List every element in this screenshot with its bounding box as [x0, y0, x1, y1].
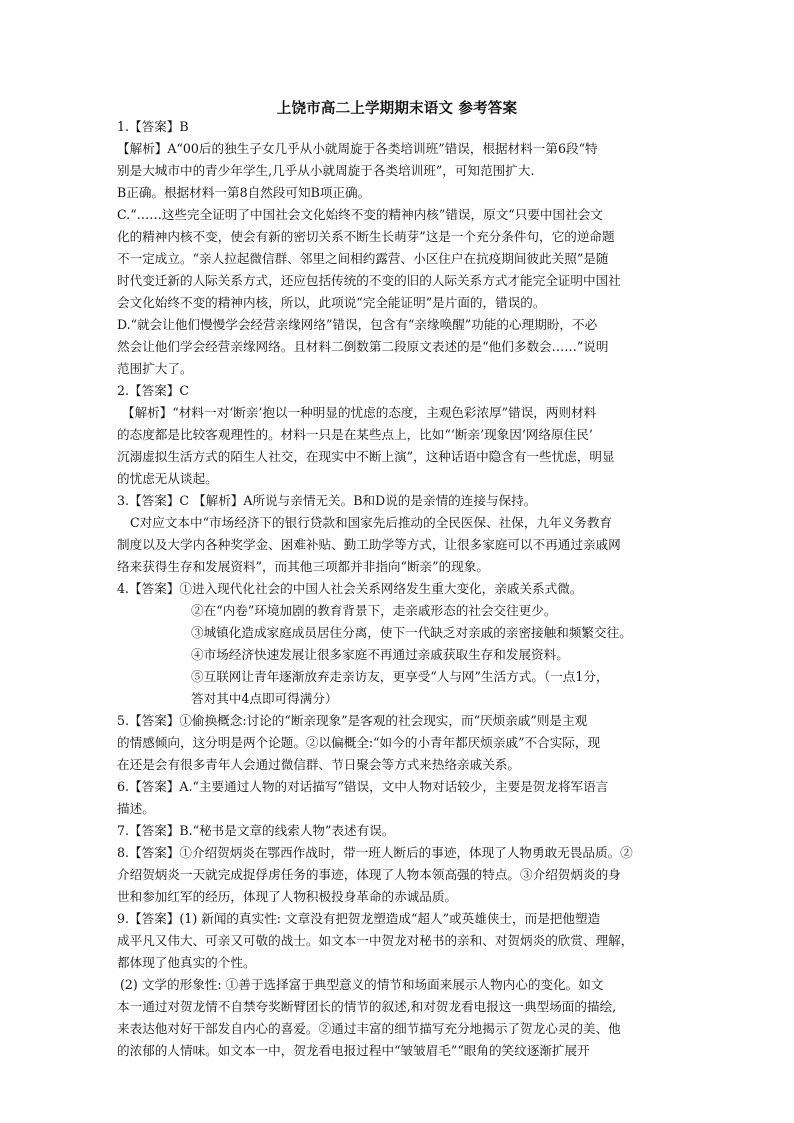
answer-line: 制度以及大学内各种奖学金、困难补贴、勤工助学等方式，让很多家庭可以不再通过亲戚网 — [117, 537, 621, 552]
answer-line: C.“……这些完全证明了中国社会文化始终不变的精神内核”错误，原文“只要中国社会文 — [117, 207, 603, 222]
answer-line: D.“就会让他们慢慢学会经营亲缘网络”错误，包含有“亲缘唤醒”功能的心理期盼，不必 — [117, 317, 598, 332]
answer-line: 的情感倾向，这分明是两个论题。②以偏概全:“如今的小青年都厌烦亲戚”不合实际，现 — [117, 735, 601, 750]
answer-line: 本一通过对贺龙情不自禁夸奖断臂团长的情节的叙述,和对贺龙看电报这一典型场面的描绘, — [117, 999, 617, 1014]
answer-line: 3.【答案】C 【解析】A所说与亲情无关。B和D说的是亲情的连接与保持。 — [117, 493, 537, 508]
answer-line: 成平凡又伟大、可亲又可敬的战士。如文本一中贺龙对秘书的亲和、对贺炳炎的欣赏、理解， — [117, 933, 634, 948]
answer-line: 来表达他对好干部发自内心的喜爱。②通过丰富的细节描写充分地揭示了贺龙心灵的美、他 — [117, 1021, 621, 1036]
answer-line: ④市场经济快速发展让很多家庭不再通过亲戚获取生存和发展资料。 — [191, 647, 569, 662]
answer-line: 别是大城市中的青少年学生,几乎从小就周旋于各类培训班”，可知范围扩大. — [117, 163, 535, 178]
answer-line: 的忧虑无从谈起。 — [117, 471, 218, 486]
answer-line: ③城镇化造成家庭成员居住分离，使下一代缺乏对亲戚的亲密接触和频繁交往。 — [191, 625, 632, 640]
answer-line: 的浓郁的人情味。如文本一中，贺龙看电报过程中“皱皱眉毛”“眼角的笑纹逐渐扩展开 — [117, 1043, 590, 1058]
answer-line: 然会让他们学会经营亲缘网络。且材料二倒数第二段原文表述的是“他们多数会……”说明 — [117, 339, 609, 354]
answer-line: 范围扩大了。 — [117, 361, 193, 376]
answer-line: 答对其中4点即可得满分） — [191, 691, 338, 706]
answer-line: 8.【答案】①介绍贺炳炎在鄂西作战时，带一班人断后的事迹，体现了人物勇敢无畏品质。② — [117, 845, 633, 860]
answer-line: 沉溺虚拟生活方式的陌生人社交，在现实中不断上演”，这种话语中隐含有一些忧虑，明显 — [117, 449, 615, 464]
answer-line: 都体现了他真实的个性。 — [117, 955, 256, 970]
answer-line: 络来获得生存和发展资料”，而其他三项都并非指向“断亲”的现象。 — [117, 559, 489, 574]
answer-line: 2.【答案】C — [117, 383, 190, 398]
answer-line: 5.【答案】①偷换概念:讨论的“断亲现象”是客观的社会现实，而“厌烦亲戚”则是主观 — [117, 713, 588, 728]
answer-line: 不一定成立。“亲人拉起微信群、邻里之间相约露营、小区住户在抗疫期间彼此关照”是随 — [117, 251, 609, 266]
answer-line: 世和参加红军的经历，体现了人物积极投身革命的赤诚品质。 — [117, 889, 458, 904]
answer-line: 时代变迁新的人际关系方式，还应包括传统的不变的旧的人际关系方式才能完全证明中国社 — [117, 273, 621, 288]
answer-line: 的态度都是比较客观理性的。材料一只是在某些点上，比如“‘断亲’现象因‘网络原住民’ — [117, 427, 593, 442]
answer-line: ⑤互联网让青年逐渐放弃走亲访友，更享受“人与网”生活方式。（一点1分， — [191, 669, 609, 684]
answer-line: 化的精神内核不变，使会有新的密切关系不断生长萌芽”这是一个充分条件句，它的逆命题 — [117, 229, 615, 244]
answer-line: 4.【答案】①进入现代化社会的中国人社会关系网络发生重大变化，亲戚关系式微。 — [117, 581, 583, 596]
answer-line: 介绍贺炳炎一天就完成捉俘虏任务的事迹，体现了人物本领高强的特点。③介绍贺炳炎的身 — [117, 867, 621, 882]
answer-line: (2) 文学的形象性: ①善于选择富于典型意义的情节和场面来展示人物内心的变化。如文 — [120, 977, 604, 992]
answer-line: 1.【答案】B — [117, 119, 189, 134]
answer-line: 7.【答案】B.“秘书是文章的线索人物”表述有误。 — [117, 823, 395, 838]
page-title: 上饶市高二上学期期末语文 参考答案 — [276, 101, 518, 117]
answer-line: ②在“内卷”环境加剧的教育背景下，走亲戚形态的社会交往更少。 — [191, 603, 557, 618]
answer-line: 在还是会有很多青年人会通过微信群、节日聚会等方式来热络亲戚关系。 — [117, 757, 520, 772]
answer-line: 【解析】“材料一对‘断亲’抱以一种明显的忧虑的态度，主观色彩浓厚”错误，两则材料 — [122, 405, 597, 420]
answer-line: B正确。根据材料一第8自然段可知B项正确。 — [117, 185, 371, 200]
answer-line: C对应文本中“市场经济下的银行贷款和国家先后推动的全民医保、社保，九年义务教育 — [130, 515, 613, 530]
answer-line: 6.【答案】A.“主要通过人物的对话描写”错误，文中人物对话较少，主要是贺龙将军语言 — [117, 779, 609, 794]
answer-line: 会文化始终不变的精神内核，所以，此项说“完全能证明”是片面的，错误的。 — [117, 295, 546, 310]
answer-line: 描述。 — [117, 801, 155, 816]
answer-line: 【解析】A“00后的独生子女几乎从小就周旋于各类培训班”错误，根据材料一第6段“特 — [117, 141, 598, 156]
answer-line: 9.【答案】(1) 新闻的真实性: 文章没有把贺龙塑造成“超人”或英雄侠士，而是把他塑造 — [117, 911, 601, 926]
